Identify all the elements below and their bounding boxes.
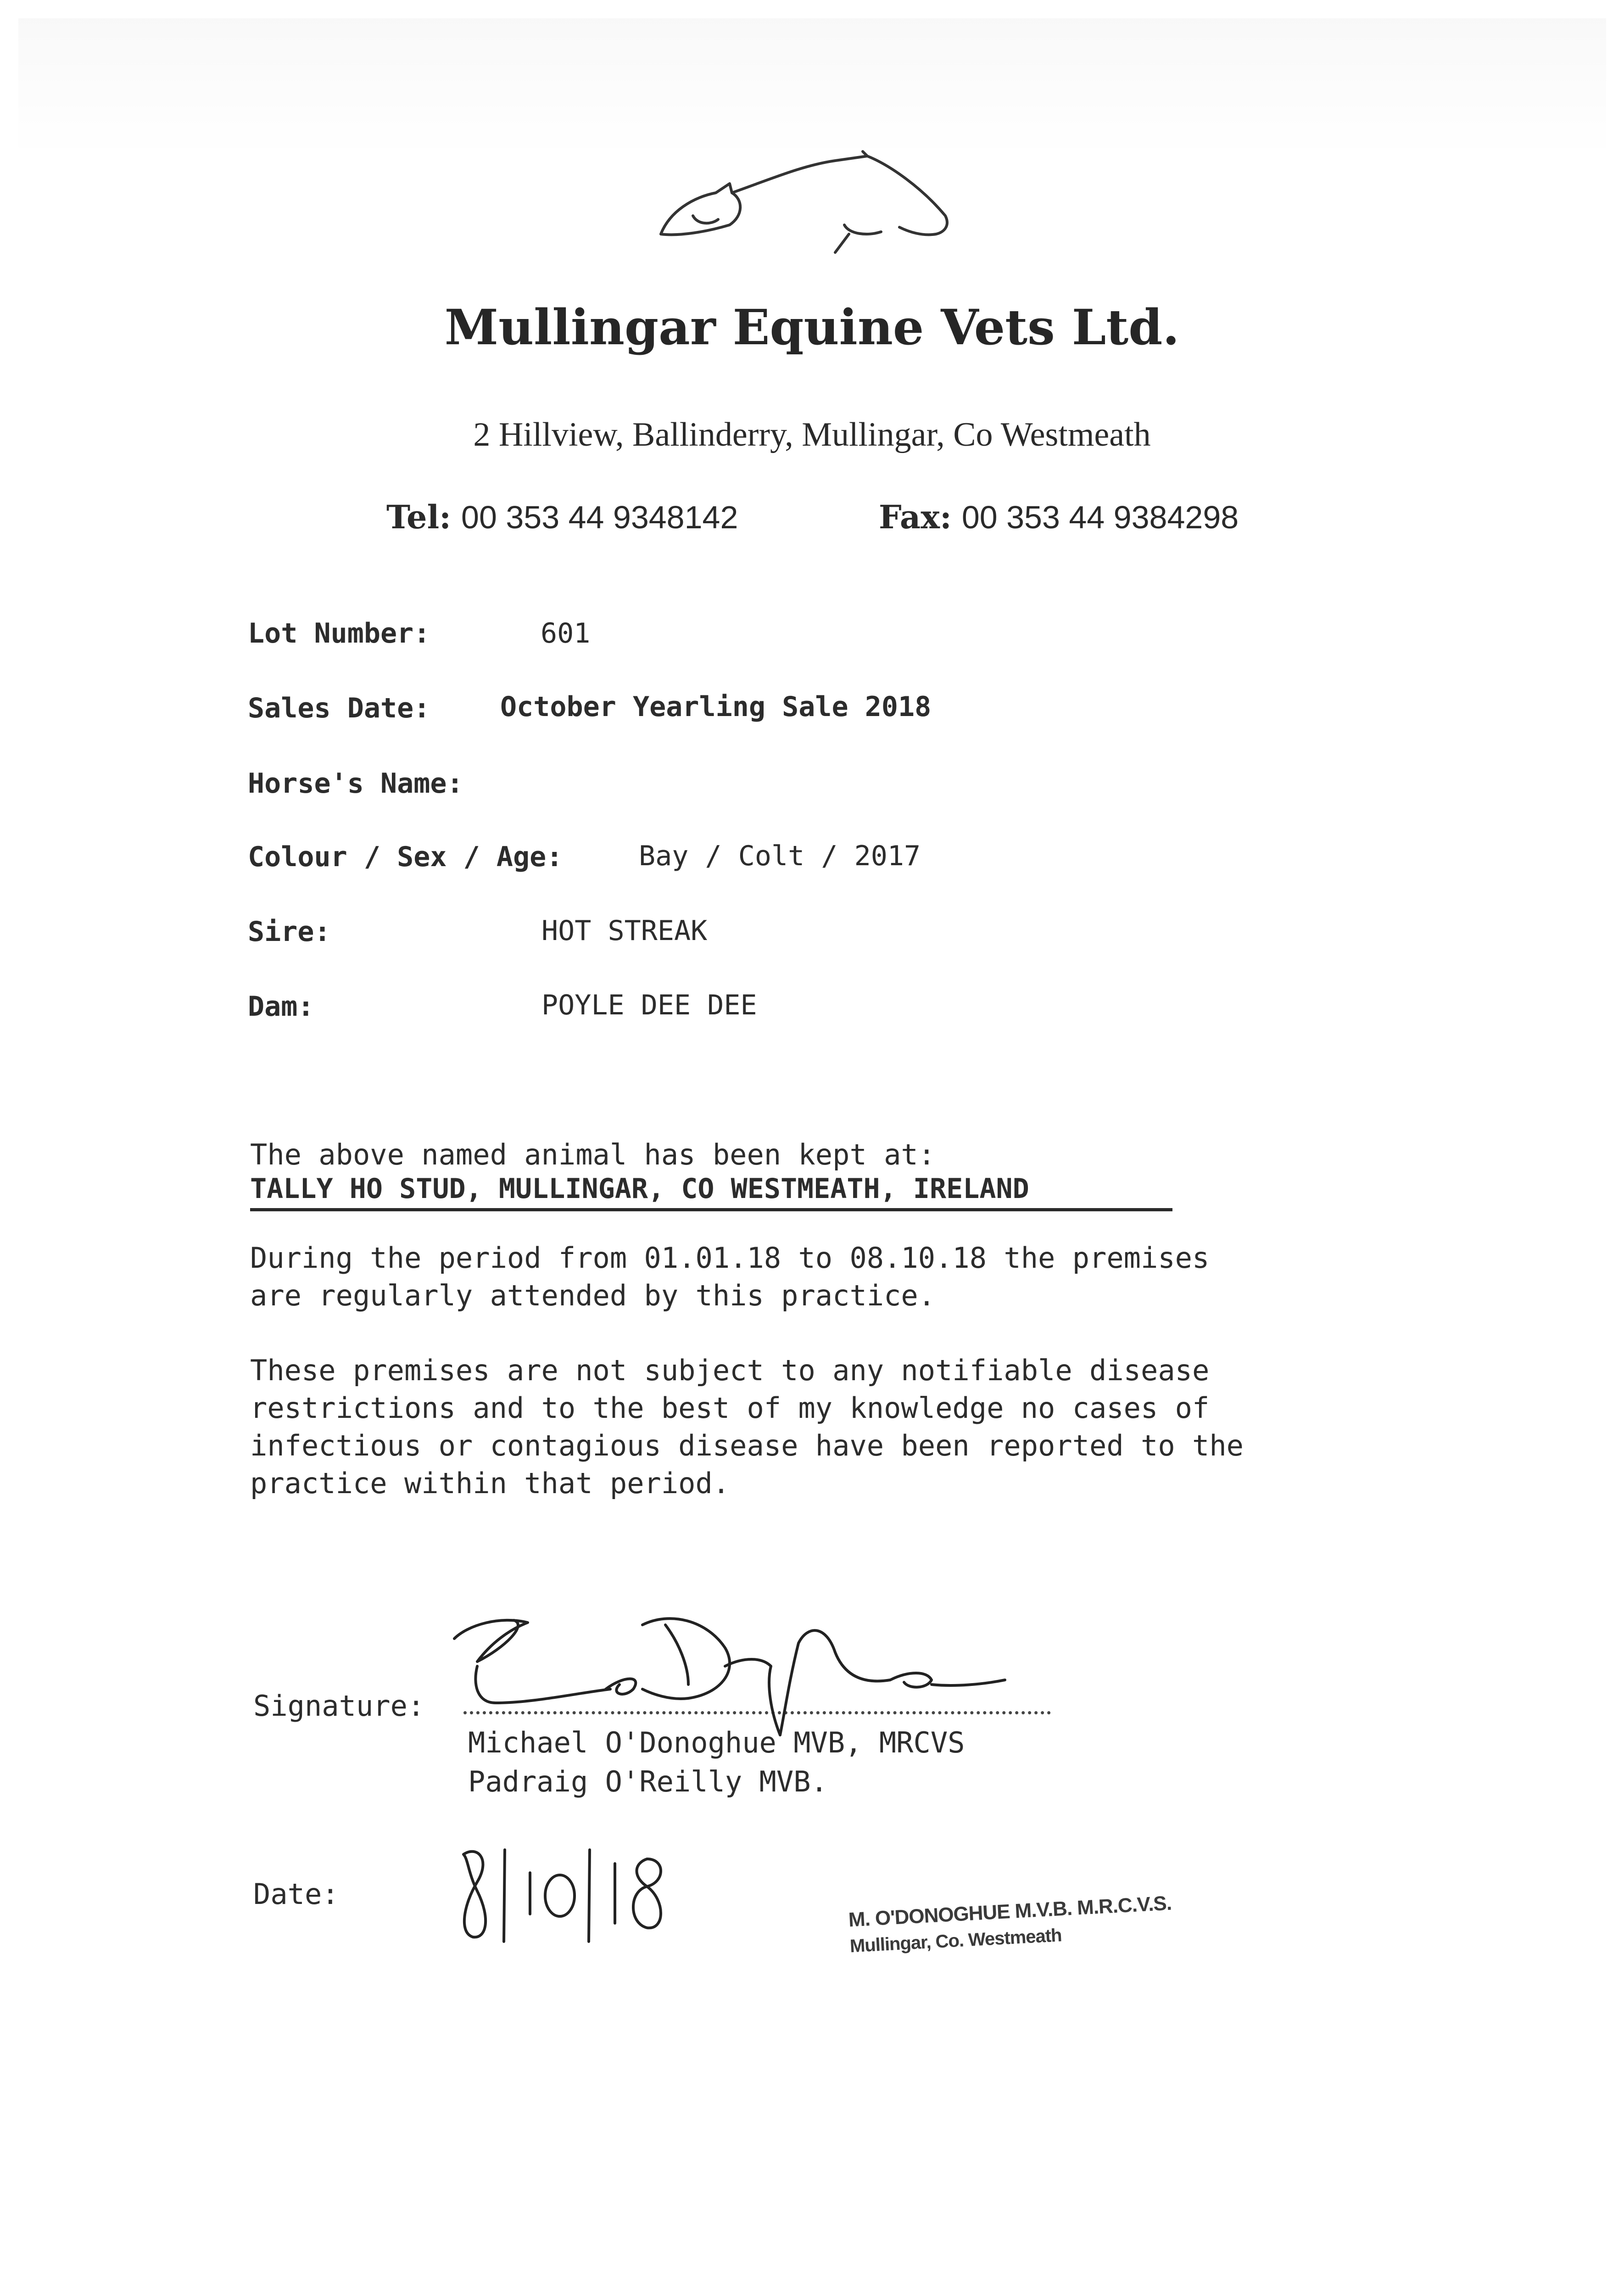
- kept-at-line: The above named animal has been kept at:: [250, 1138, 936, 1171]
- fax-label: Fax:: [879, 498, 952, 536]
- statement-line: infectious or contagious disease have been reported to the: [250, 1429, 1244, 1462]
- signature-label: Signature:: [253, 1689, 425, 1723]
- dam-label: Dam:: [248, 991, 314, 1023]
- disease-statement-paragraph: [250, 1352, 1443, 1502]
- premises-address: TALLY HO STUD, MULLINGAR, CO WESTMEATH, IRELAND: [250, 1173, 1029, 1205]
- vet-name-1: Michael O'Donoghue MVB, MRCVS: [468, 1726, 965, 1759]
- colour-sex-age-value: Bay / Colt / 2017: [639, 840, 921, 872]
- statement-line: practice within that period.: [250, 1467, 730, 1500]
- stamp-line-2: Mullingar, Co. Westmeath: [849, 1925, 1062, 1957]
- horse-heads-logo-icon: [652, 147, 973, 275]
- practice-stamp: [848, 1892, 1173, 1957]
- vet-name-2: Padraig O'Reilly MVB.: [468, 1765, 828, 1798]
- premises-underline: [250, 1208, 1172, 1211]
- date-label: Date:: [253, 1877, 339, 1911]
- fax-number: 00 353 44 9384298: [961, 499, 1239, 535]
- telephone: [386, 498, 738, 536]
- handwritten-date: [450, 1831, 688, 1951]
- stamp-line-1: M. O'DONOGHUE M.V.B. M.R.C.V.S.: [848, 1892, 1172, 1931]
- attendance-line: are regularly attended by this practice.: [250, 1279, 936, 1312]
- lot-number-value: 601: [541, 617, 591, 649]
- sire-label: Sire:: [248, 916, 331, 948]
- scan-bleed-shade: [18, 18, 1606, 156]
- lot-number-label: Lot Number:: [248, 617, 430, 649]
- tel-label: Tel:: [386, 498, 452, 536]
- statement-line: restrictions and to the best of my knowledge no cases of: [250, 1391, 1210, 1425]
- sales-date-label: Sales Date:: [248, 692, 430, 724]
- attendance-line: During the period from 01.01.18 to 08.10.18 the premises: [250, 1241, 1210, 1275]
- statement-line: These premises are not subject to any notifiable disease: [250, 1354, 1210, 1387]
- colour-sex-age-label: Colour / Sex / Age:: [248, 841, 563, 873]
- company-address: 2 Hillview, Ballinderry, Mullingar, Co Westmeath: [473, 416, 1151, 453]
- fax: [879, 498, 1239, 536]
- tel-number: 00 353 44 9348142: [461, 499, 738, 535]
- horse-name-label: Horse's Name:: [248, 767, 463, 800]
- attendance-paragraph: [250, 1239, 1443, 1315]
- handwritten-signature: [450, 1597, 1019, 1744]
- sire-value: HOT STREAK: [541, 915, 708, 947]
- dam-value: POYLE DEE DEE: [541, 989, 757, 1021]
- sales-date-value: October Yearling Sale 2018: [500, 691, 932, 723]
- company-name: Mullingar Equine Vets Ltd.: [444, 298, 1180, 356]
